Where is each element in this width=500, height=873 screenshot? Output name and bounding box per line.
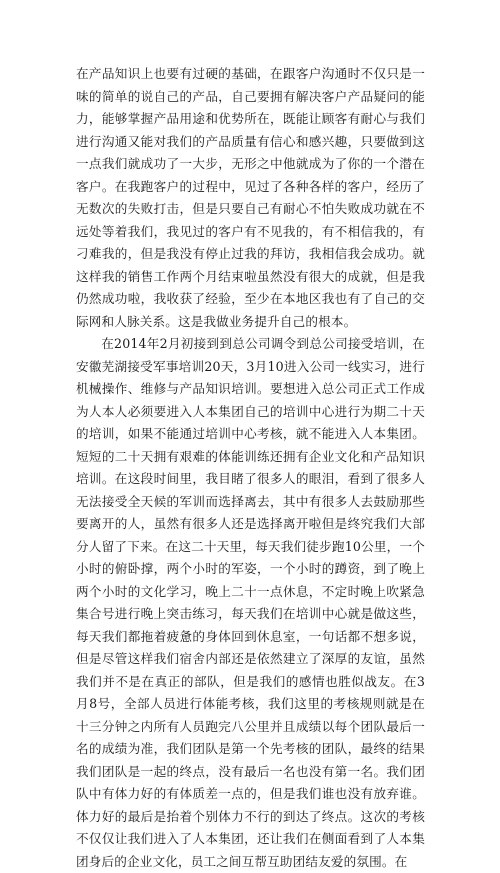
paragraph-sales-experience: 在产品知识上也要有过硬的基础，在跟客户沟通时不仅只是一味的简单的说自己的产品，自己要拥有解决客户产品疑问的能力，能够掌握产品用途和优势所在，既能让顾客有耐心与我们进行沟通又能对我们的产品质量有信心和感兴趣，只要做到这一点我们就成功了一大步，无形之中他就成为了你的一个潜在客户。在我跑客户的过程中，见过了各种各样的客户，经历了无数次的失败打击，但是只要自己有耐心不怕失败成功就在不远处等着我们，我见过的客户有不见我的，有不相信我的，有刁难我的，但是我没有停止过我的拜访，我相信我会成功。就这样我的销售工作两个月结束啦虽然没有很大的成就，但是我仍然成功啦，我收获了经验，至少在本地区我也有了自己的交际网和人脉关系。这是我做业务提升自己的根本。 — [76, 66, 425, 329]
paragraph-training-experience: 在2014年2月初接到到总公司调令到总公司接受培训，在安徽芜湖接受军事培训20天，3月10进入公司一线实习，进行机械操作、维修与产品知识培训。要想进入总公司正式工作成为人本人必须要进入人本集团自己的培训中心进行为期二十天的培训，如果不能通过培训中心考核，就不能进入人本集团。短短的二十天拥有艰难的体能训练还拥有企业文化和产品知识培训。在这段时间里，我目睹了很多人的眼泪，看到了很多人无法接受全天候的军训而选择离去，其中有很多人去鼓励那些要离开的人，虽然有很多人还是选择离开啦但是终究我们大部分人留了下来。在这二十天里，每天我们徒步跑10公里，一个小时的俯卧撑，两个小时的军姿，一个小时的蹲资，到了晚上两个小时的文化学习，晚上二十一点休息，不定时晚上吹紧急集合号进行晚上突击练习，每天我们在培训中心就是做这些，每天我们都拖着疲惫的身体回到休息室，一句话都不想多说，但是尽管这样我们宿舍内部还是依然建立了深厚的友谊，虽然我们并不是在真正的部队，但是我们的感情也胜似战友。在3月8号，全部人员进行体能考核，我们这里的考核规则就是在十三分钟之内所有人员跑完八公里并且成绩以每个团队最后一名的成绩为准，我们团队是第一个先考核的团队，最终的结果我们团队是一起的终点，没有最后一名也没有第一名。我们团队中有体力好的有体质差一点的，但是我们谁也没有放弃谁。体力好的最后是抬着个别体力不行的到达了终点。这次的考核不仅仅让我们进入了人本集团，还让我们在侧面看到了人本集团身后的企业文化，员工之间互帮互助团结友爱的氛围。在 — [76, 336, 425, 869]
document-body — [76, 63, 425, 873]
